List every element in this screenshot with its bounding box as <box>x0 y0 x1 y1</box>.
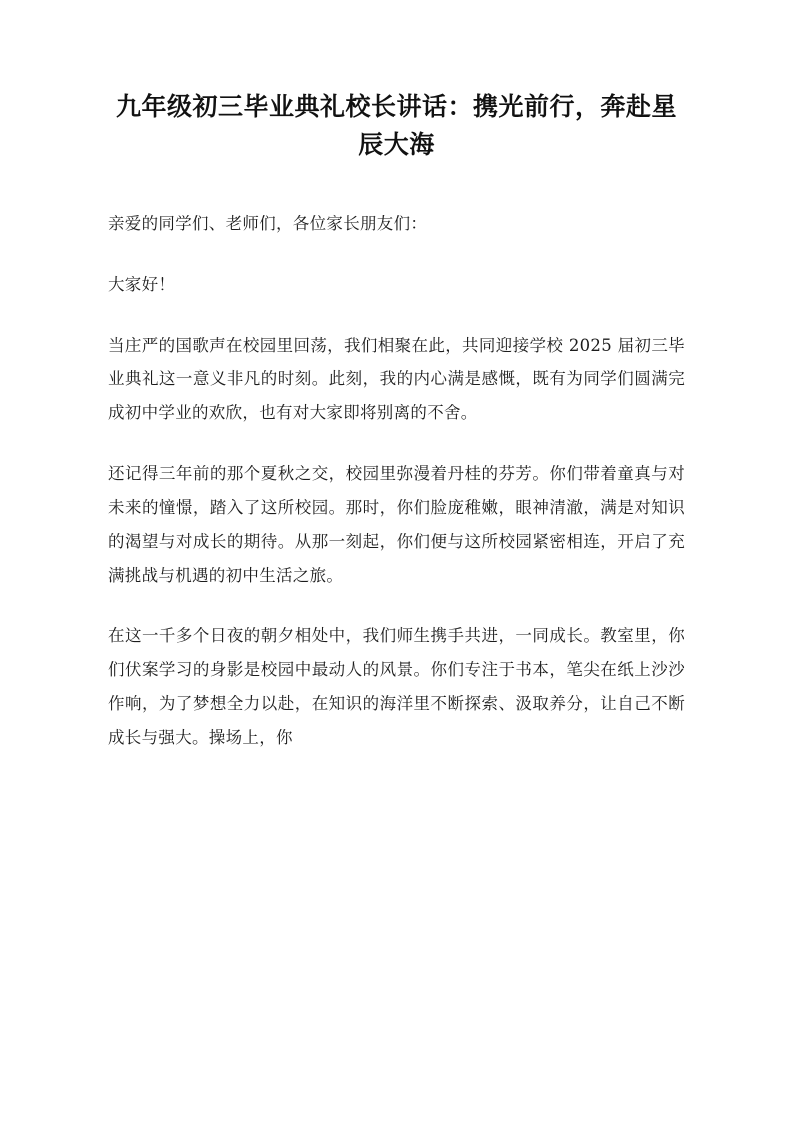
document-body <box>108 207 685 755</box>
paragraph-growth: 在这一千多个日夜的朝夕相处中，我们师生携手共进，一同成长。教室里，你们伏案学习的身影是校园中最动人的风景。你们专注于书本，笔尖在纸上沙沙作响，为了梦想全力以赴，在知识的海洋里不断探索、汲取养分，让自己不断成长与强大。操场上，你 <box>108 626 685 747</box>
paragraph-salutation: 亲爱的同学们、老师们，各位家长朋友们： <box>108 214 428 233</box>
page-title: 九年级初三毕业典礼校长讲话：携光前行，奔赴星辰大海 <box>115 92 677 159</box>
paragraph-greeting: 大家好！ <box>108 274 176 294</box>
paragraph-memory: 还记得三年前的那个夏秋之交，校园里弥漫着丹桂的芬芳。你们带着童真与对未来的憧憬，踏入了这所校园。那时，你们脸庞稚嫩，眼神清澈，满是对知识的渴望与对成长的期待。从那一刻起，你们便与这所校园紧密相连，开启了充满挑战与机遇的初中生活之旅。 <box>108 464 685 585</box>
paragraph-opening: 当庄严的国歌声在校园里回荡，我们相聚在此，共同迎接学校 2025 届初三毕业典礼这一意义非凡的时刻。此刻，我的内心满是感慨，既有为同学们圆满完成初中学业的欢欣，也有对大家即将别离的不舍。 <box>108 335 685 423</box>
